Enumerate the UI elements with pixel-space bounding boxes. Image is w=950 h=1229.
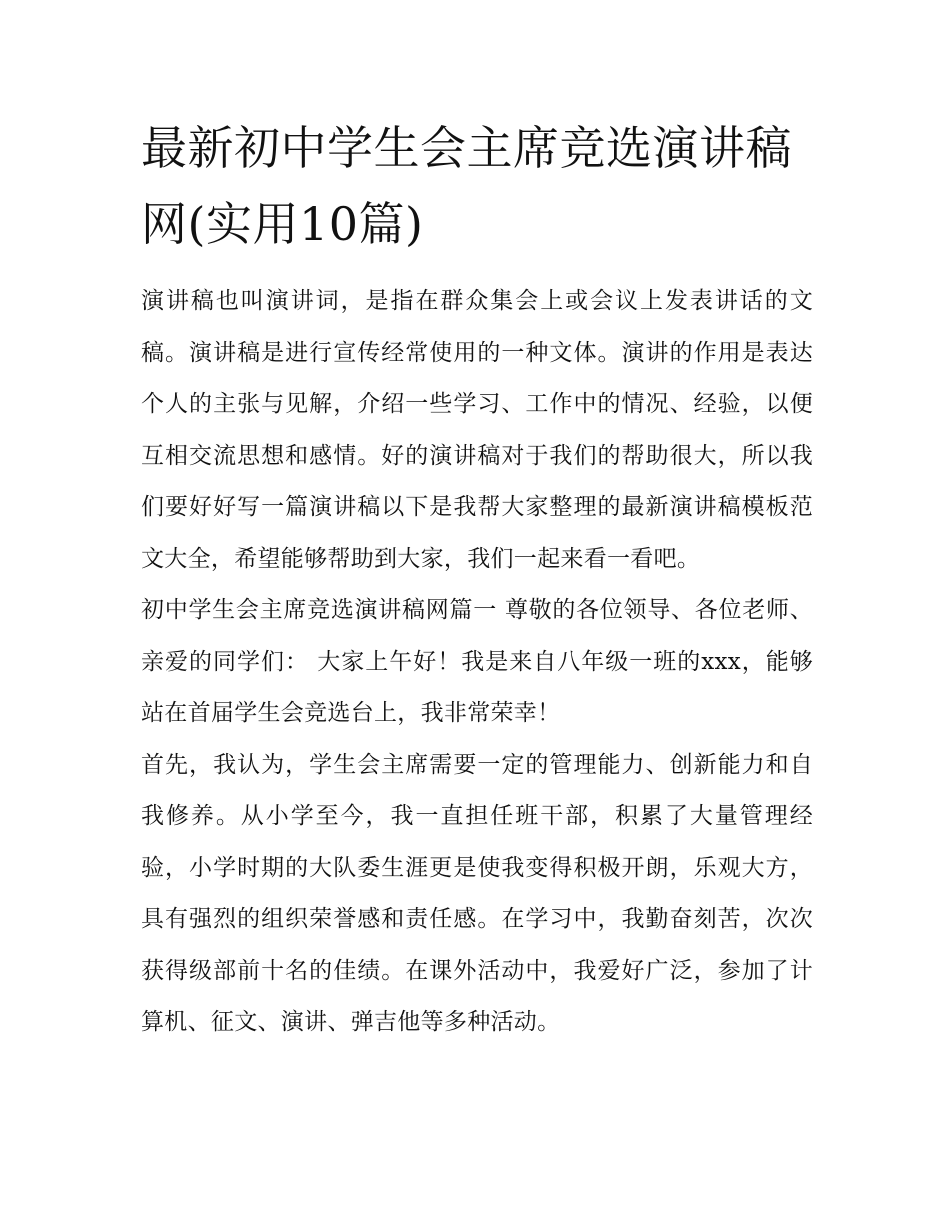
document-body bbox=[141, 276, 813, 1049]
document-title: 最新初中学生会主席竞选演讲稿网(实用10篇) bbox=[141, 121, 792, 251]
intro-paragraph: 演讲稿也叫演讲词，是指在群众集会上或会议上发表讲话的文稿。演讲稿是进行宣传经常使用的一种文体。演讲的作用是表达个人的主张与见解，介绍一些学习、工作中的情况、经验，以便互相交流思想和感情。好的演讲稿对于我们的帮助很大，所以我们要好好写一篇演讲稿以下是我帮大家整理的最新演讲稿模板范文大全，希望能够帮助到大家，我们一起来看一看吧。 bbox=[141, 288, 813, 572]
speech-qualifications-paragraph: 首先，我认为，学生会主席需要一定的管理能力、创新能力和自我修养。从小学至今，我一直担任班干部，积累了大量管理经验，小学时期的大队委生涯更是使我变得积极开朗，乐观大方，具有强烈的组织荣誉感和责任感。在学习中，我勤奋刻苦，次次获得级部前十名的佳绩。在课外活动中，我爱好广泛，参加了计算机、征文、演讲、弹吉他等多种活动。 bbox=[141, 751, 813, 1035]
speech-opening-paragraph: 初中学生会主席竞选演讲稿网篇一 尊敬的各位领导、各位老师、亲爱的同学们： 大家上午好！我是来自八年级一班的xxx，能够站在首届学生会竞选台上，我非常荣幸！ bbox=[141, 597, 813, 726]
